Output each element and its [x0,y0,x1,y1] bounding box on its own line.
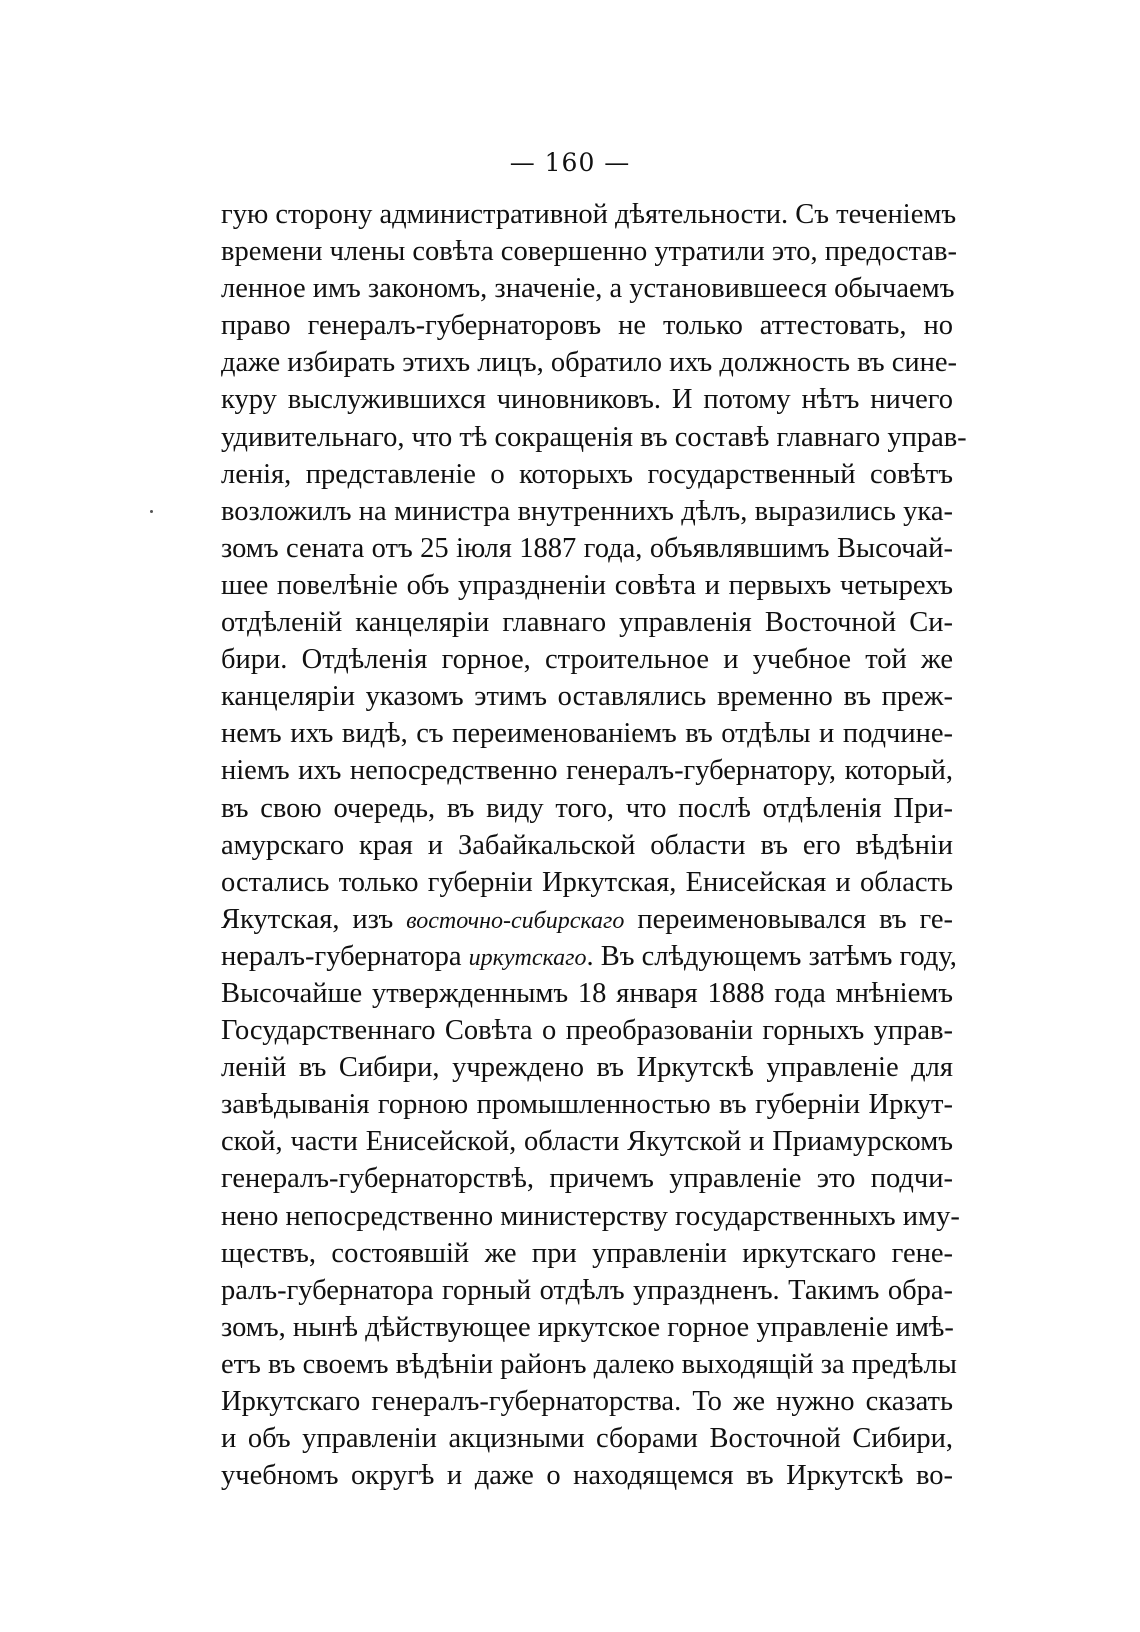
text-line: ществъ, состоявшій же при управленіи иркутскаго гене- [221,1237,953,1269]
text-line: ской, части Енисейской, области Якутской и Приамурскомъ [221,1126,953,1158]
text-line: ленное имъ закономъ, значеніе, а установившееся обычаемъ [221,273,955,305]
scan-speck [150,510,153,513]
text-line: возложилъ на министра внутреннихъ дѣлъ, выразились ука- [221,495,953,527]
text-line: Иркутскаго генералъ-губернаторства. То же нужно сказать [221,1386,953,1417]
text-line: амурскаго края и Забайкальской области въ его вѣдѣніи [221,829,953,861]
text-line: удивительнаго, что тѣ сокращенія въ составѣ главнаго управ- [221,421,967,453]
text-line: немъ ихъ видѣ, съ переименованіемъ въ отдѣлы и подчине- [221,718,953,750]
text-line: зомъ сената отъ 25 іюля 1887 года, объявлявшимъ Высочай- [221,532,953,564]
line-text: Якутская, изъ [221,903,407,935]
line-text: нералъ-губернатора [221,940,469,972]
text-line: бири. Отдѣленія горное, строительное и учебное той же [221,644,953,676]
text-line: учебномъ округѣ и даже о находящемся въ Иркутскѣ во- [221,1460,953,1492]
body-text [221,196,967,1494]
text-line-with-italic [221,938,957,975]
text-line: шее повелѣніе объ упраздненіи совѣта и первыхъ четырехъ [221,569,953,601]
italic-term: иркутскаго [468,944,587,971]
text-line: ралъ-губернатора горный отдѣлъ упраздненъ. Такимъ обра- [221,1274,953,1306]
line-text: . Въ слѣдующемъ затѣмъ году, [586,940,957,972]
text-line-with-italic [221,901,953,938]
text-line: и объ управленіи акцизными сборами Восточной Сибири, [221,1423,953,1455]
text-line: отдѣленій канцеляріи главнаго управленія Восточной Си- [221,607,953,639]
line-text: переименовывался въ ге- [624,903,953,935]
page-number: — 160 — [509,148,631,177]
text-line: Высочайше утвержденнымъ 18 января 1888 года мнѣніемъ [221,977,953,1009]
text-line: ленія, представленіе о которыхъ государственный совѣтъ [221,458,953,490]
text-line: генералъ-губернаторствѣ, причемъ управленіе это подчи- [221,1163,953,1195]
italic-term: восточно-сибирскаго [406,907,625,934]
text-line: въ свою очередь, въ виду того, что послѣ отдѣленія При- [221,792,953,824]
text-line: даже избирать этихъ лицъ, обратило ихъ должность въ сине- [221,347,958,379]
text-line: Государственнаго Совѣта о преобразованіи горныхъ управ- [221,1015,953,1047]
text-line: право генералъ-губернаторовъ не только аттестовать, но [221,310,953,342]
text-line: канцеляріи указомъ этимъ оставлялись временно въ преж- [221,681,953,713]
text-line: остались только губерніи Иркутская, Енисейская и область [221,866,953,898]
text-line: зомъ, нынѣ дѣйствующее иркутское горное управленіе имѣ- [221,1311,954,1343]
text-line: ніемъ ихъ непосредственно генералъ-губернатору, который, [221,755,953,787]
text-line: завѣдыванія горною промышленностью въ губерніи Иркут- [221,1089,953,1121]
text-line: леній въ Сибири, учреждено въ Иркутскѣ управленіе для [221,1052,953,1084]
text-line: етъ въ своемъ вѣдѣніи районъ далеко выходящій за предѣлы [221,1348,957,1380]
text-line: куру выслужившихся чиновниковъ. И потому нѣтъ ничего [221,384,953,416]
text-line: гую сторону административной дѣятельности. Съ теченіемъ [221,199,957,230]
text-line: времени члены совѣта совершенно утратили это, предостав- [221,236,957,268]
text-line: нено непосредственно министерству государственныхъ иму- [221,1200,960,1232]
